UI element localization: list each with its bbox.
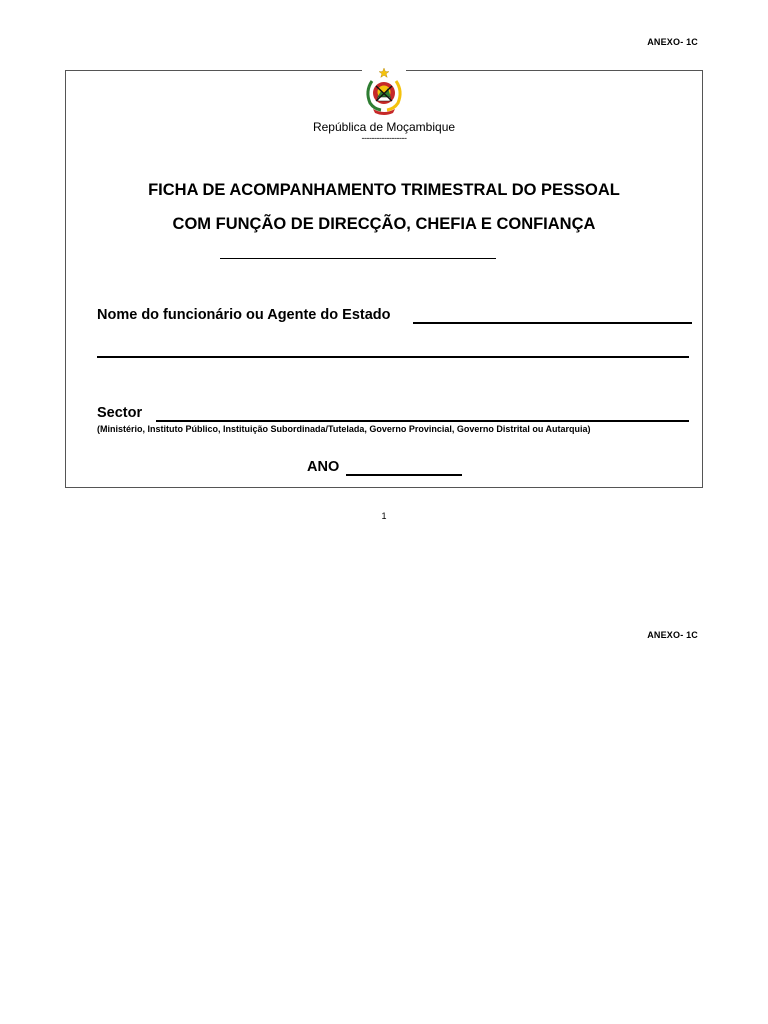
- document-title-line-2: COM FUNÇÃO DE DIRECÇÃO, CHEFIA E CONFIANÇA: [172, 215, 596, 233]
- emblem-star-icon: [379, 68, 389, 77]
- republic-separator: ------------------: [361, 133, 407, 143]
- sector-hint: (Ministério, Instituto Público, Instituição Subordinada/Tutelada, Governo Provincial, Governo Distrital ou Autarquia): [97, 424, 591, 434]
- employee-name-field[interactable]: [413, 322, 692, 324]
- year-field[interactable]: [346, 474, 462, 476]
- sector-label: Sector: [97, 405, 143, 421]
- coat-of-arms-emblem: [362, 67, 406, 117]
- document-title-line-1: FICHA DE ACOMPANHAMENTO TRIMESTRAL DO PESSOAL: [148, 181, 620, 199]
- cover-frame: [65, 70, 703, 488]
- annex-label-page-2: ANEXO- 1C: [647, 630, 698, 640]
- year-label: ANO: [307, 459, 340, 475]
- title-underline-field[interactable]: [220, 258, 496, 259]
- employee-name-label: Nome do funcionário ou Agente do Estado: [97, 307, 391, 323]
- annex-label: ANEXO- 1C: [647, 37, 698, 47]
- sector-field[interactable]: [156, 420, 689, 422]
- republic-heading: República de Moçambique: [312, 120, 456, 134]
- employee-name-field-continued[interactable]: [97, 356, 689, 358]
- page-number: 1: [381, 511, 387, 521]
